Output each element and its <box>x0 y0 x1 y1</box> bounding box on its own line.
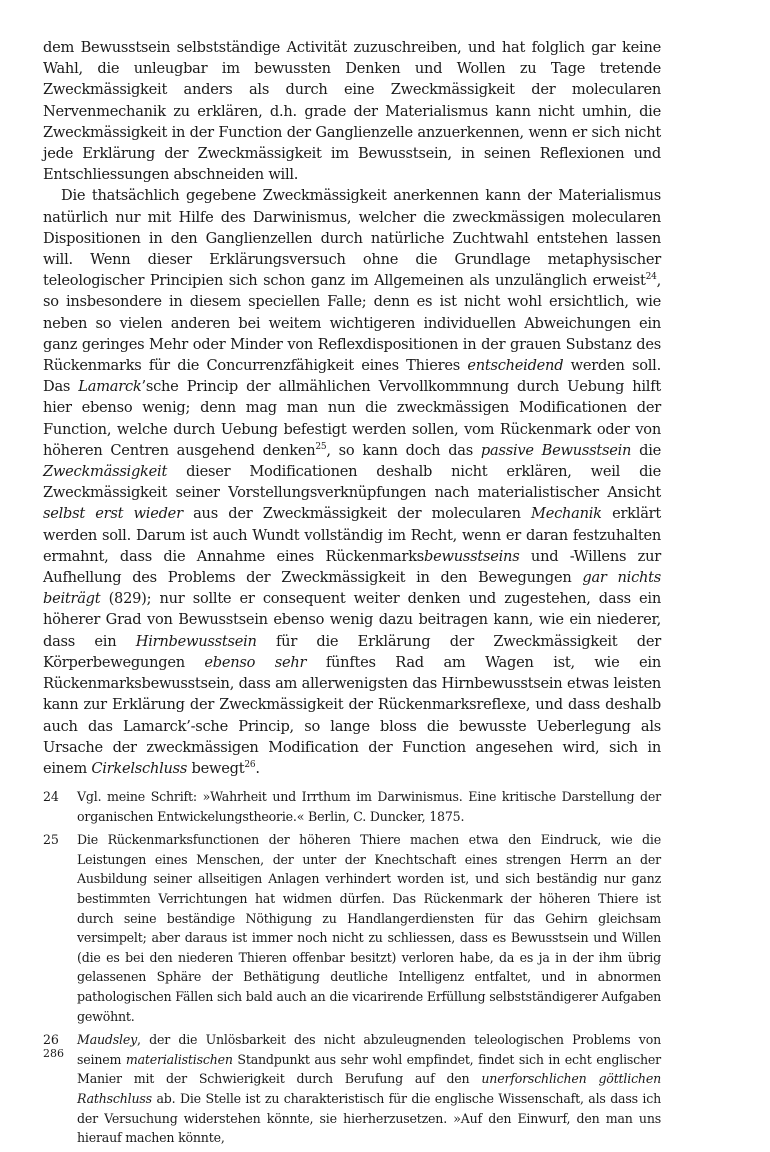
footnotes <box>43 787 661 1148</box>
text-span: für die Erklärung der Zweckmässigkeit der Körperbewegungen <box>43 632 661 671</box>
paragraph-2 <box>43 185 661 779</box>
footnote-text: Die Rückenmarksfunctionen der höheren Thiere machen etwa den Eindruck, wie die Leistungen eines Menschen, der unter der Knechtschaft eines strengen Herrn an der Ausbildung seiner allseitigen Anlagen verhindert worden ist, und sich beständig nur ganz bestimmten Verrichtungen hat widmen dürfen. Das Rückenmark der höheren Thiere ist durch seine beständige Nöthigung zu Handlangerdiensten für das Gehirn gleichsam versimpelt; aber daraus ist immer noch nicht zu schliessen, dass es Bewusstsein und Willen (die es bei den niederen Thieren offenbar besitzt) verloren habe, da es ja in der ihm übrig gelassenen Sphäre der Bethätigung deutliche Intelligenz entfaltet, und in abnormen pathologischen Fällen sich bald auch an die vicarirende Erfüllung selbstständigerer Aufgaben gewöhnt. <box>77 832 661 1024</box>
emphasis: Cirkelschluss <box>91 759 188 777</box>
emphasis: gar nichts beiträgt <box>43 569 661 608</box>
text-span: dieser Modificationen deshalb nicht erklären, weil die Zweckmässigkeit seiner Vorstellungsverknüpfungen nach materialistischer Ansicht <box>43 463 661 502</box>
footnote-ref-26[interactable]: 26 <box>244 760 256 771</box>
text-span: Standpunkt aus sehr wohl empfindet, findet sich in echt englischer Manier mit der Schwierigkeit durch Berufung auf den <box>77 1051 661 1087</box>
text-span: , so insbesondere in diesem speciellen Falle; denn es ist nicht wohl ersichtlich, wie neben so vielen anderen bei weitem wichtigeren individuellen Abweichungen ein ganz geringes Mehr oder Minder von Reflexdispositionen in der grauen Substanz des Rückenmarks für die Concurrenzfähigkeit eines Thieres <box>43 272 661 375</box>
paragraph-1-text: dem Bewusstsein selbstständige Activität zuzuschreiben, und hat folglich gar keine Wahl, die unleugbar im bewussten Denken und Wollen zu Tage tretende Zweckmässigkeit anders als durch eine Zweckmässigkeit der molecularen Nervenmechanik zu erklären, d.h. grade der Materialismus kann nicht umhin, die Zweckmässigkeit in der Function der Ganglienzelle anzuerkennen, wenn er sich nicht jede Erklärung der Zweckmässigkeit im Bewusstsein, in seinen Reflexionen und Entschliessungen abschneiden will. <box>43 39 661 184</box>
footnote-text <box>77 1030 661 1148</box>
emphasis: ebenso sehr <box>204 653 307 671</box>
main-text <box>43 37 661 779</box>
page-content <box>43 37 661 1152</box>
footnote-text: Vgl. meine Schrift: »Wahrheit und Irrthum im Darwinismus. Eine kritische Darstellung der organischen Entwickelungstheorie.« Berlin, C. Duncker, 1875. <box>77 789 661 824</box>
emphasis: unerforschlichen göttlichen Rathschluss <box>77 1071 661 1107</box>
text-span: , der die Unlösbarkeit des nicht abzuleugnenden teleologischen Problems von seinem <box>77 1032 661 1067</box>
footnote-ref-25[interactable]: 25 <box>315 442 327 452</box>
footnote-26 <box>43 1030 661 1148</box>
text-span: . <box>255 759 260 777</box>
text-span: , so kann doch das <box>326 441 481 459</box>
emphasis: materialistischen <box>125 1051 233 1067</box>
text-span: fünftes Rad am Wagen ist, wie ein Rückenmarksbewusstsein, dass am allerwenigsten das Hirnbewusstsein etwas leisten kann zur Erklärung der Zweckmässigkeit der Rückenmarksreflexe, und dass deshalb auch das Lamarck’-sche Princip, so lange bloss die bewusste Ueberlegung als Ursache der zweckmässigen Modification der Function angesehen wird, sich in einem <box>43 653 661 777</box>
emphasis: Lamarck <box>78 378 142 396</box>
text-span: die <box>631 441 662 459</box>
text-span: Die thatsächlich gegebene Zweckmässigkeit anerkennen kann der Materialismus natürlich nur mit Hilfe des Darwinismus, welcher die zweckmässigen molecularen Dispositionen in den Ganglienzellen durch natürliche Zuchtwahl entstehen lassen will. Wenn dieser Erklärungsversuch ohne die Grundlage metaphysischer teleologischer Principien sich schon ganz im Allgemeinen als unzulänglich erweist <box>43 187 661 290</box>
footnote-24 <box>43 787 661 826</box>
emphasis: bewusstseins <box>424 547 520 565</box>
emphasis: Maudsley <box>77 1032 138 1048</box>
footnote-25 <box>43 830 661 1026</box>
footnote-number: 24 <box>43 789 59 805</box>
paragraph-1 <box>43 37 661 185</box>
footnote-number: 25 <box>43 832 59 848</box>
emphasis: passive Bewusstsein <box>480 441 632 459</box>
text-span: ’sche Princip der allmählichen Vervollkommnung durch Uebung hilft hier ebenso wenig; denn mag man nun die zweckmässigen Modificationen der Function, welche durch Uebung befestigt werden sollen, vom Rückenmark oder von höheren Centren ausgehend denken <box>43 378 661 459</box>
emphasis: Zweckmässigkeit <box>43 463 168 481</box>
emphasis: entscheidend <box>467 357 564 375</box>
text-span: und -Willens zur Aufhellung des Problems der Zweckmässigkeit in den Bewegungen <box>43 547 661 587</box>
text-span: (829); nur sollte er consequent weiter denken und zugestehen, dass ein höherer Grad von Bewusstsein ebenso wenig dazu beitragen kann, wie ein niederer, dass ein <box>43 590 661 650</box>
footnote-ref-24[interactable]: 24 <box>645 272 657 283</box>
footnote-number: 26 <box>43 1032 59 1048</box>
emphasis: Hirnbewusstsein <box>135 632 257 650</box>
text-span: werden soll. Das <box>43 357 661 396</box>
emphasis: Mechanik <box>531 505 602 523</box>
text-span: aus der Zweckmässigkeit der molecularen <box>182 505 532 523</box>
emphasis: selbst erst wieder <box>43 505 183 523</box>
text-span: bewegt <box>187 759 245 777</box>
page-number: 286 <box>43 1047 64 1060</box>
text-span: erklärt werden soll. Darum ist auch Wundt vollständig im Recht, wenn er daran festzuhalten ermahnt, dass die Annahme eines Rückenmarks <box>43 505 661 565</box>
text-span: ab. Die Stelle ist zu charakteristisch für die englische Wissenschaft, als dass ich der Versuchung widerstehen könnte, sie hierherzusetzen. »Auf den Einwurf, den man uns hierauf machen könnte, <box>77 1091 661 1146</box>
